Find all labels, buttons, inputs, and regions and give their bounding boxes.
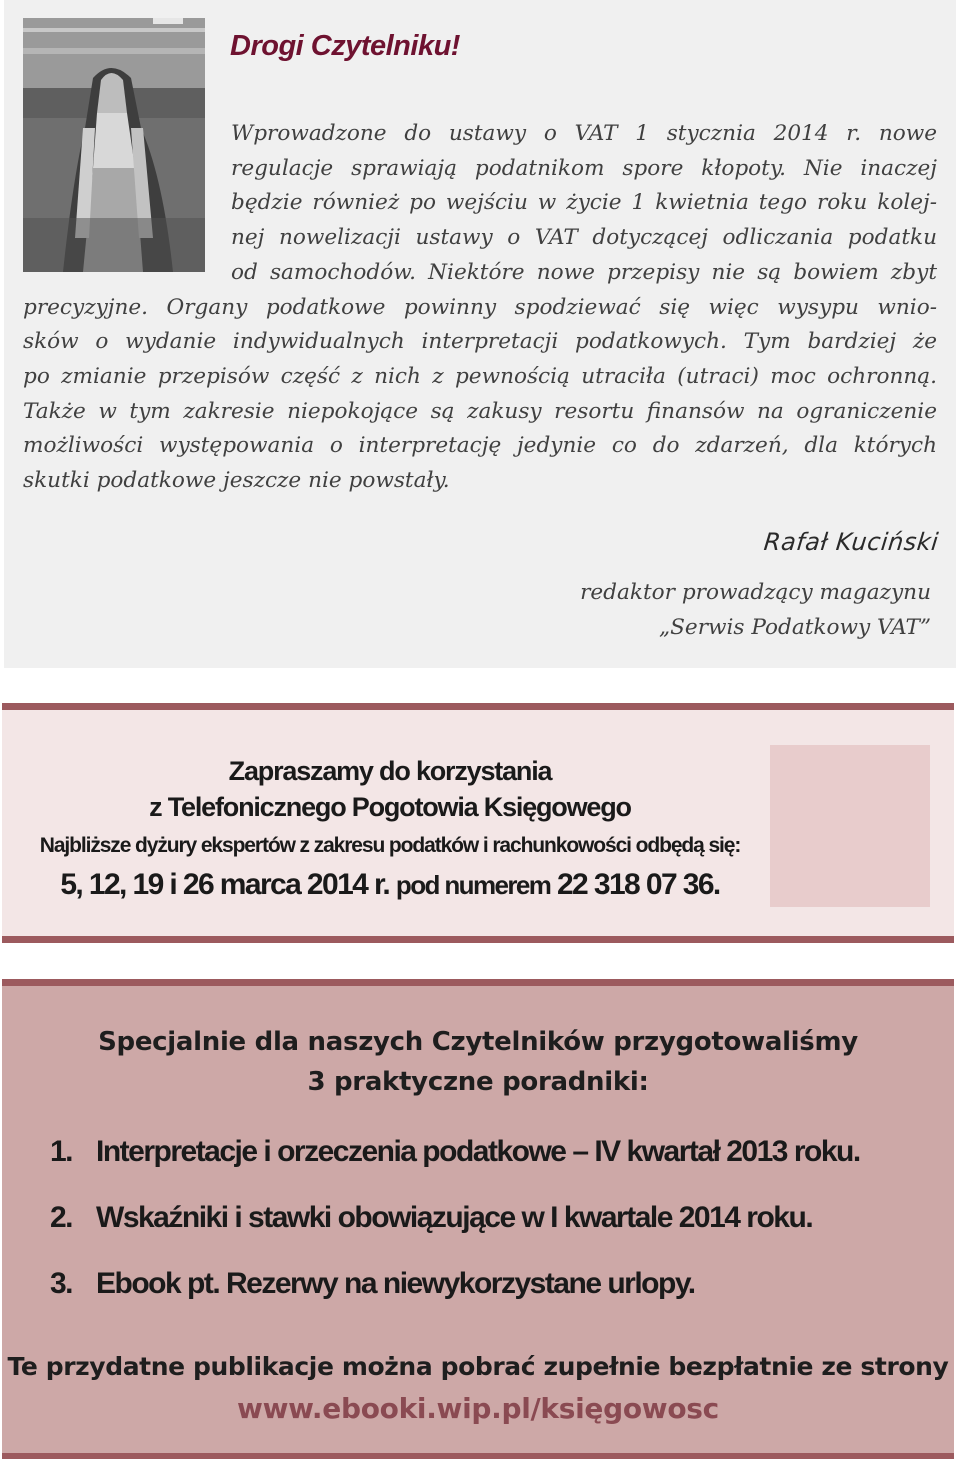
letter-line: skutki podatkowe jeszcze nie powstały.	[23, 468, 450, 494]
editor-signature: Rafał Kuciński	[762, 528, 940, 556]
guide-item-number: 3.	[50, 1267, 73, 1300]
guide-item	[50, 1201, 812, 1235]
letter-body	[23, 117, 937, 499]
guide-item	[50, 1135, 860, 1169]
letter-line: Wprowadzone do ustawy o VAT 1 stycznia 2014 r. nowe	[231, 121, 937, 146]
helpline-dates-phone	[2, 868, 778, 902]
helpline-number-prefix: pod numerem	[395, 870, 551, 900]
letter-line: możliwości występowania o interpretację jedynie co do zdarzeń, dla których	[23, 433, 937, 459]
greeting-heading: Drogi Czytelniku!	[230, 30, 460, 62]
letter-line: nej nowelizacji ustawy o VAT dotyczącej odliczania podatku	[231, 225, 937, 251]
guide-item-number: 1.	[50, 1135, 73, 1168]
letter-line: od samochodów. Niektóre nowe przepisy nie są bowiem zbyt	[231, 259, 937, 285]
helpline-banner	[2, 703, 954, 943]
editor-letter	[4, 0, 956, 668]
guides-download-note: Te przydatne publikacje można pobrać zupełnie bezpłatnie ze strony	[7, 1352, 949, 1381]
helpline-schedule-intro: Najbliższe dyżury ekspertów z zakresu podatków i rachunkowości odbędą się:	[39, 834, 741, 857]
letter-line: Także w tym zakresie niepokojące są zakusy resortu finansów na ograniczenie	[23, 398, 937, 424]
guides-subheading: 3 praktyczne poradniki:	[307, 1067, 649, 1097]
editor-role-title: redaktor prowadzący magazynu	[580, 580, 931, 605]
letter-line: precyzyjne. Organy podatkowe powinny spodziewać się więc wysypu wnio-	[23, 294, 937, 320]
helpline-phone-number[interactable]: 22 318 07 36.	[556, 868, 720, 901]
guides-heading: Specjalnie dla naszych Czytelników przygotowaliśmy	[98, 1027, 858, 1057]
magazine-name: „Serwis Podatkowy VAT”	[658, 614, 931, 640]
letter-line: po zmianie przepisów część z nich z pewnością utraciła (utraci) moc ochronną.	[23, 363, 937, 389]
helpline-service-name: z Telefonicznego Pogotowia Księgowego	[149, 792, 631, 822]
helpline-dates: 5, 12, 19 i 26 marca 2014 r.	[60, 868, 390, 901]
letter-line: regulacje sprawiają podatnikom spore kłopoty. Nie inaczej	[231, 155, 937, 181]
guides-download-link[interactable]: www.ebooki.wip.pl/księgowosc	[237, 1392, 719, 1425]
editor-role	[580, 576, 931, 645]
helpline-invite: Zapraszamy do korzystania	[228, 756, 552, 786]
guide-item	[50, 1267, 695, 1301]
guide-item-number: 2.	[50, 1201, 73, 1234]
letter-line: będzie również po wejściu w życie 1 kwietnia tego roku kolej-	[231, 190, 937, 216]
guides-promo	[2, 979, 954, 1459]
guide-item-title: Interpretacje i orzeczenia podatkowe – IV kwartał 2013 roku.	[96, 1135, 860, 1168]
letter-line: sków o wydanie indywidualnych interpretacji podatkowych. Tym bardziej że	[23, 329, 937, 355]
guide-item-title: Ebook pt. Rezerwy na niewykorzystane urlopy.	[96, 1267, 695, 1300]
helpline-image-placeholder	[770, 745, 930, 907]
guide-item-title: Wskaźniki i stawki obowiązujące w I kwartale 2014 roku.	[96, 1201, 813, 1234]
